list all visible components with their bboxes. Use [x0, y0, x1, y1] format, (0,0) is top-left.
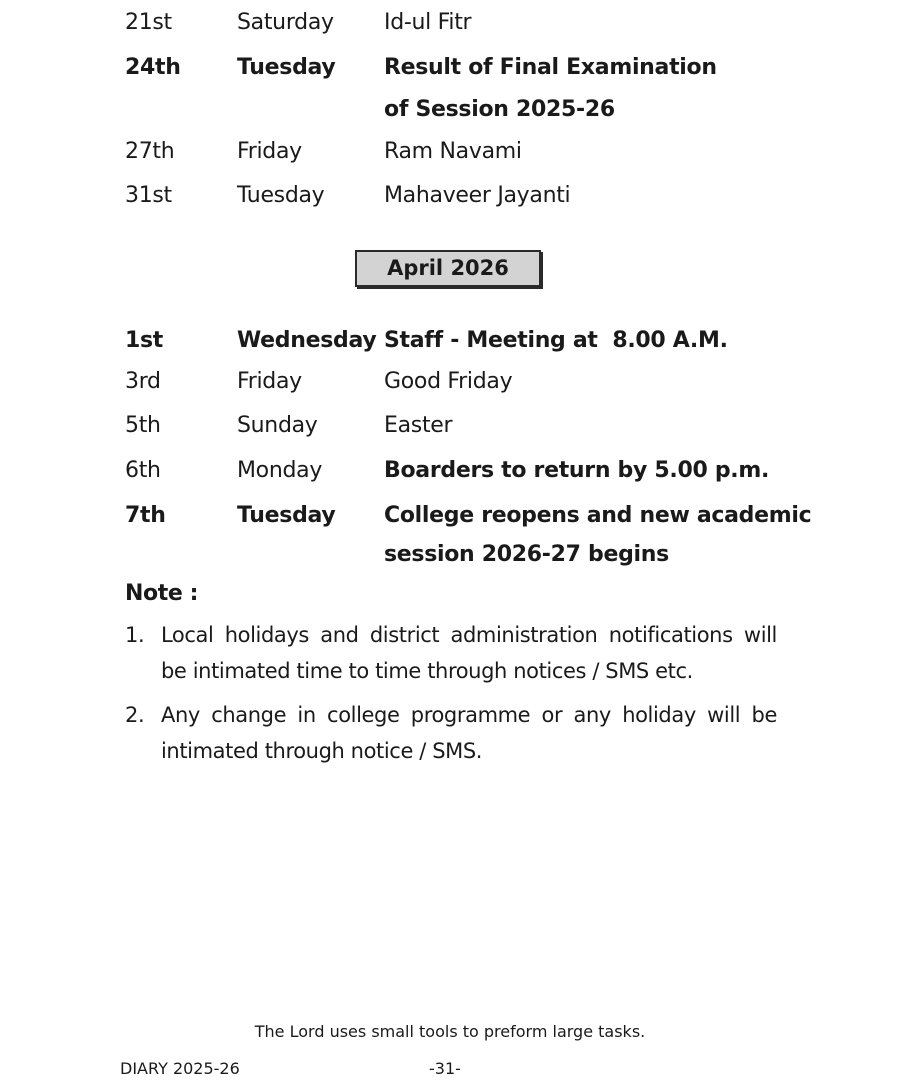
calendar-entry — [0, 496, 900, 536]
entry-day: Sunday — [237, 413, 318, 438]
calendar-entry — [0, 48, 900, 88]
entry-day: Tuesday — [237, 55, 336, 80]
footer-quote: The Lord uses small tools to preform large tasks. — [254, 1022, 646, 1041]
entry-date: 6th — [125, 458, 161, 483]
entry-day: Monday — [237, 458, 323, 483]
entry-event: College reopens and new academic — [384, 503, 812, 528]
entry-date: 1st — [125, 328, 164, 353]
entry-day: Wednesday — [237, 328, 377, 353]
entry-event: Mahaveer Jayanti — [384, 183, 571, 208]
calendar-entry — [0, 321, 900, 361]
entry-event-continued: session 2026-27 begins — [384, 542, 669, 567]
calendar-entry-continuation — [0, 90, 900, 130]
calendar-entry-continuation — [0, 535, 900, 575]
note-text: Local holidays and district administration notifications will be intimated time to time through notices / SMS etc. — [161, 623, 777, 683]
entry-event: Result of Final Examination — [384, 55, 717, 80]
diary-label: DIARY 2025-26 — [120, 1059, 240, 1078]
note-number: 2. — [125, 703, 145, 727]
entry-event: Boarders to return by 5.00 p.m. — [384, 458, 770, 483]
calendar-entry — [0, 362, 900, 402]
entry-date: 7th — [125, 503, 166, 528]
entry-event-continued: of Session 2025-26 — [384, 97, 615, 122]
entry-date: 3rd — [125, 369, 161, 394]
entry-date: 21st — [125, 10, 172, 35]
entry-day: Saturday — [237, 10, 334, 35]
entry-event: Easter — [384, 413, 453, 438]
entry-event: Good Friday — [384, 369, 513, 394]
entry-date: 5th — [125, 413, 161, 438]
entry-day: Friday — [237, 139, 302, 164]
entry-date: 27th — [125, 139, 175, 164]
note-number: 1. — [125, 623, 145, 647]
entry-event: Id-ul Fitr — [384, 10, 472, 35]
entry-date: 24th — [125, 55, 181, 80]
entry-day: Tuesday — [237, 183, 325, 208]
calendar-entry — [0, 3, 900, 43]
calendar-entry — [0, 451, 900, 491]
entry-event: Staff - Meeting at 8.00 A.M. — [384, 328, 728, 353]
calendar-entry — [0, 176, 900, 216]
calendar-entry — [0, 132, 900, 172]
month-heading: April 2026 — [355, 250, 541, 287]
entry-event: Ram Navami — [384, 139, 522, 164]
note-text: Any change in college programme or any holiday will be intimated through notice / SMS. — [161, 703, 777, 763]
entry-day: Friday — [237, 369, 302, 394]
note-heading: Note : — [125, 581, 199, 606]
page-number: -31- — [429, 1059, 461, 1078]
entry-day: Tuesday — [237, 503, 336, 528]
entry-date: 31st — [125, 183, 172, 208]
calendar-entry — [0, 406, 900, 446]
